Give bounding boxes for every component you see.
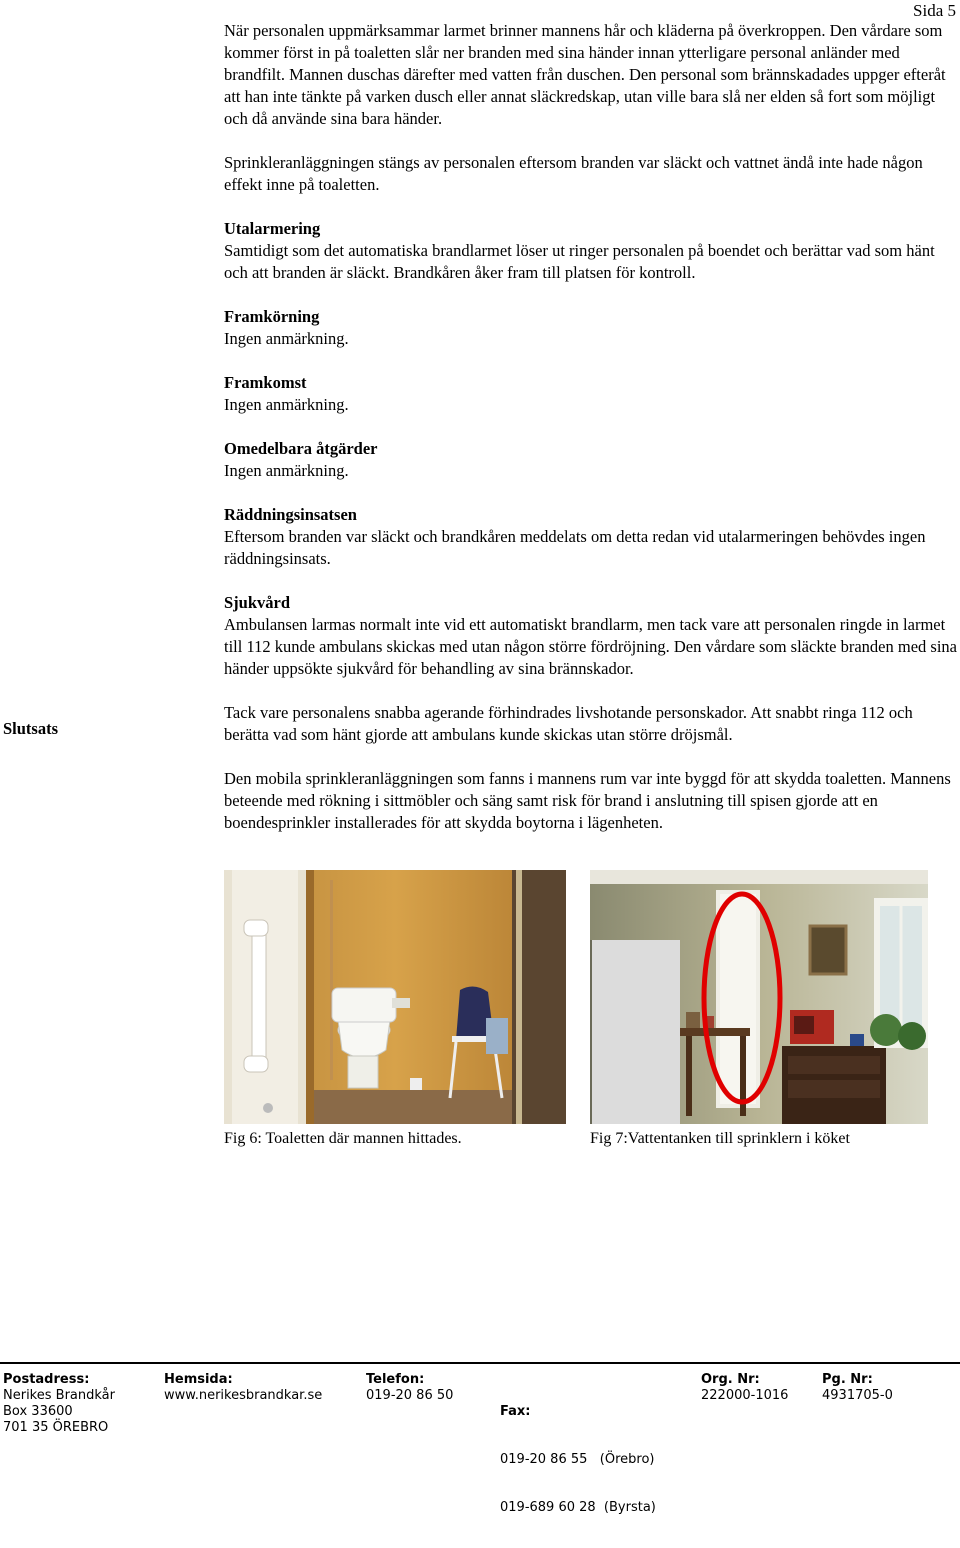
footer-telefon (366, 1372, 453, 1404)
footer-label: Postadress: (3, 1372, 90, 1387)
section-raddningsinsatsen (224, 504, 958, 570)
figure-7 (590, 870, 928, 1150)
section-body: Samtidigt som det automatiska brandlarmet löser ut ringer personalen på boendet och berättar vad som hänt och att branden är släckt. Brandkåren åker fram till platsen för kontroll. (224, 241, 935, 282)
footer-label: Pg. Nr: (822, 1372, 873, 1387)
footer-line: 222000-1016 (701, 1388, 789, 1403)
section-heading: Framkörning (224, 307, 320, 326)
figure-row (224, 870, 958, 1150)
section-framkorning (224, 306, 958, 350)
report-body (224, 20, 958, 856)
footer-hemsida (164, 1372, 322, 1404)
footer-label: Org. Nr: (701, 1372, 760, 1387)
paragraph: Sprinkleranläggningen stängs av personalen eftersom branden var släckt och vattnet ändå inte hade någon effekt inne på toaletten. (224, 153, 923, 194)
section-heading: Omedelbara åtgärder (224, 439, 378, 458)
section-body: Ambulansen larmas normalt inte vid ett automatiskt brandlarm, men tack vare att personalen ringde in larmet till 112 kunde ambulans skickas med utan någon större fördröjning. Den vårdare som släckte branden med sina händer uppsökte sjukvård för behandling av sina brännskador. (224, 615, 957, 678)
paragraph: Den mobila sprinkleranläggningen som fanns i mannens rum var inte byggd för att skydda toaletten. Mannens beteende med rökning i sittmöbler och säng samt risk för brand i anslutning till spisen gjorde att en boendesprinkler installerades för att skydda boytorna i lägenheten. (224, 769, 951, 832)
toilet-photo (224, 870, 566, 1124)
page-footer (0, 1362, 960, 1515)
toilet-photo-image (224, 870, 566, 1124)
section-heading: Räddningsinsatsen (224, 505, 357, 524)
page-number: Sida 5 (913, 1, 956, 20)
section-omedelbara-atgarder (224, 438, 958, 482)
section-heading: Utalarmering (224, 219, 321, 238)
paragraph: När personalen uppmärksammar larmet brinner mannens hår och kläderna på överkroppen. Den vårdare som kommer först in på toaletten slår ner branden med sina händer innan ytterligare personal anländer med brandfilt. Mannen duschas därefter med vatten från duschen. Den personal som brännskadades uppger efteråt att han inte tänkte på varken dusch eller annat släckredskap, utan ville bara slå ner elden så fort som möjligt och då använde sina bara händer. (224, 21, 946, 128)
footer-website-link[interactable]: www.nerikesbrandkar.se (164, 1388, 323, 1403)
section-sjukvard (224, 592, 958, 680)
kitchen-photo (590, 870, 928, 1124)
footer-line: 019-689 60 28 (Byrsta) (500, 1500, 656, 1515)
conclusion-label: Slutsats (3, 719, 59, 738)
section-body: Eftersom branden var släckt och brandkåren meddelats om detta redan vid utalarmeringen behövdes ingen räddningsinsats. (224, 527, 926, 568)
conclusion-text (224, 702, 958, 834)
kitchen-photo-image (590, 870, 928, 1124)
footer-fax (500, 1372, 656, 1548)
figure-caption: Fig 6: Toaletten där mannen hittades. (224, 1130, 462, 1147)
figure-6 (224, 870, 566, 1150)
footer-line: Box 33600 (3, 1404, 73, 1419)
section-body: Ingen anmärkning. (224, 329, 349, 348)
figure-caption: Fig 7:Vattentanken till sprinklern i köket (590, 1130, 850, 1147)
footer-line: Nerikes Brandkår (3, 1388, 115, 1403)
footer-label: Hemsida: (164, 1372, 233, 1387)
section-heading: Framkomst (224, 373, 307, 392)
footer-line: 019-20 86 55 (Örebro) (500, 1452, 655, 1467)
section-body: Ingen anmärkning. (224, 461, 349, 480)
footer-postadress (3, 1372, 115, 1436)
footer-line: 019-20 86 50 (366, 1388, 454, 1403)
footer-pg-nr (822, 1372, 893, 1404)
footer-line: 701 35 ÖREBRO (3, 1420, 109, 1435)
footer-label: Fax: (500, 1404, 531, 1419)
section-body: Ingen anmärkning. (224, 395, 349, 414)
footer-org-nr (701, 1372, 788, 1404)
section-heading: Sjukvård (224, 593, 291, 612)
section-framkomst (224, 372, 958, 416)
footer-label: Telefon: (366, 1372, 425, 1387)
section-utalarmering (224, 218, 958, 284)
footer-line: 4931705-0 (822, 1388, 893, 1403)
paragraph: Tack vare personalens snabba agerande förhindrades livshotande personskador. Att snabbt ringa 112 och berätta vad som hänt gjorde att ambulans kunde skickas utan större dröjsmål. (224, 703, 913, 744)
